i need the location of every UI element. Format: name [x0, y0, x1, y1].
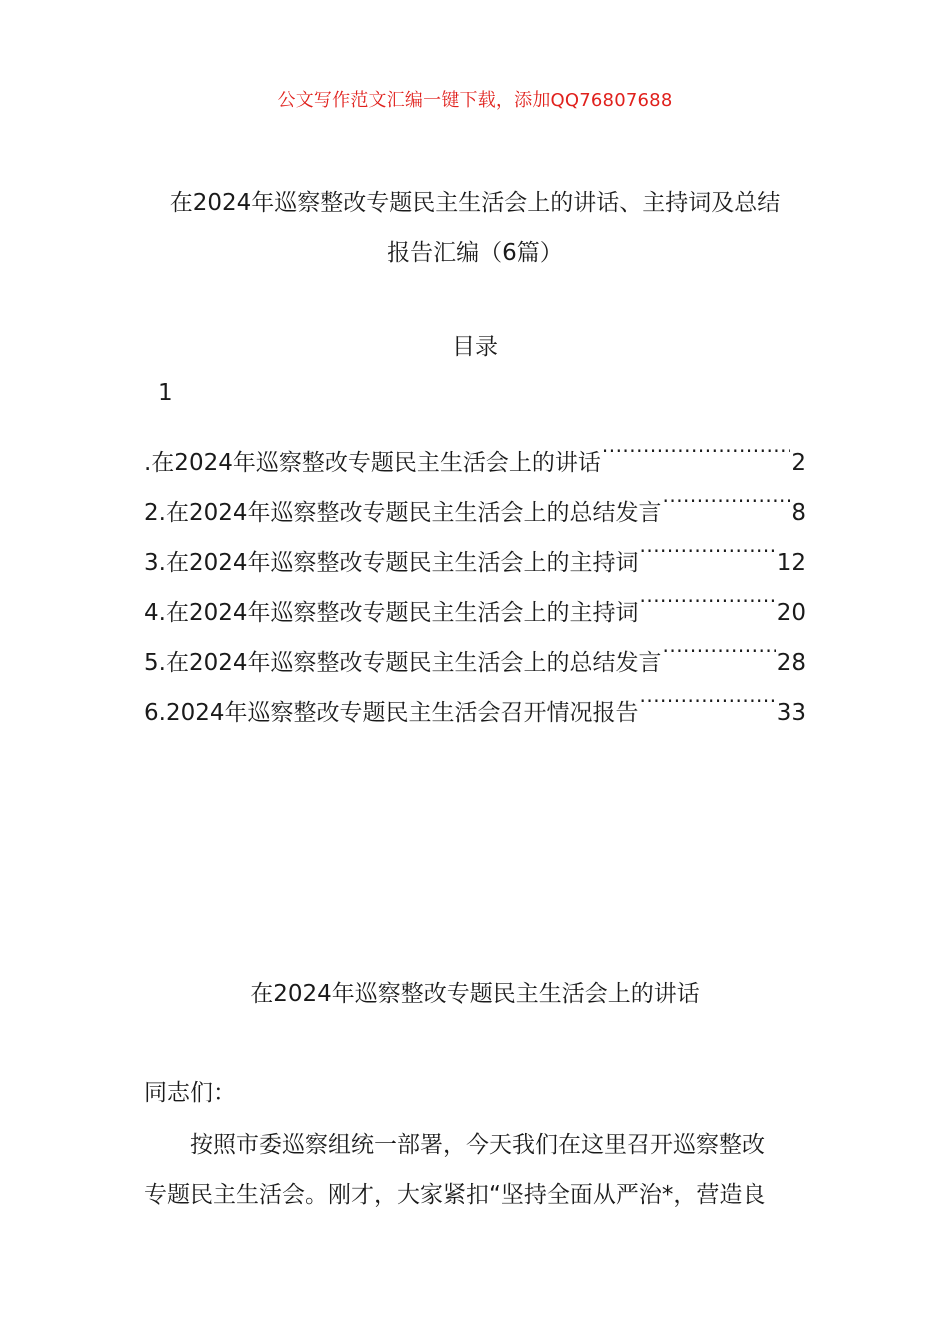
- toc-leader-dots: [639, 670, 775, 720]
- toc-item-page: 8: [791, 500, 806, 526]
- body-paragraph: [144, 1120, 808, 1220]
- salutation: 同志们：: [144, 1080, 236, 1106]
- toc-item-page: 20: [776, 600, 806, 626]
- paragraph-line: 专题民主生活会。刚才，大家紧扣“坚持全面从严治*，营造良: [144, 1182, 766, 1208]
- toc-item-label: 2.在2024年巡察整改专题民主生活会上的总结发言: [144, 500, 662, 526]
- toc-item-label: 4.在2024年巡察整改专题民主生活会上的主持词: [144, 600, 639, 626]
- toc-item-label: 5.在2024年巡察整改专题民主生活会上的总结发言: [144, 650, 662, 676]
- toc-item-page: 33: [776, 700, 806, 726]
- toc-first-number: 1: [158, 380, 173, 406]
- toc-item-page: 28: [776, 650, 806, 676]
- toc-item-label: 6.2024年巡察整改专题民主生活会召开情况报告: [144, 700, 639, 726]
- toc-item-page: 2: [791, 450, 806, 476]
- paragraph-line: 按照市委巡察组统一部署，今天我们在这里召开巡察整改: [190, 1132, 765, 1158]
- section-title: 在2024年巡察整改专题民主生活会上的讲话: [250, 981, 700, 1007]
- toc-leader-dots: [639, 570, 775, 620]
- toc-heading: 目录: [452, 334, 498, 360]
- table-of-contents: [144, 420, 806, 726]
- toc-leader-dots: [602, 420, 791, 470]
- toc-item-page: 12: [776, 550, 806, 576]
- document-title: [100, 178, 850, 278]
- document-title-line-2: 报告汇编（6篇）: [387, 240, 563, 266]
- toc-item-1[interactable]: [144, 420, 806, 476]
- toc-item-label: .在2024年巡察整改专题民主生活会上的讲话: [144, 450, 601, 476]
- toc-item-label: 3.在2024年巡察整改专题民主生活会上的主持词: [144, 550, 639, 576]
- toc-leader-dots: [662, 470, 790, 520]
- toc-leader-dots: [662, 620, 775, 670]
- toc-leader-dots: [639, 520, 775, 570]
- header-download-notice: 公文写作范文汇编一键下载，添加QQ76807688: [277, 90, 673, 111]
- document-title-line-1: 在2024年巡察整改专题民主生活会上的讲话、主持词及总结: [169, 190, 781, 216]
